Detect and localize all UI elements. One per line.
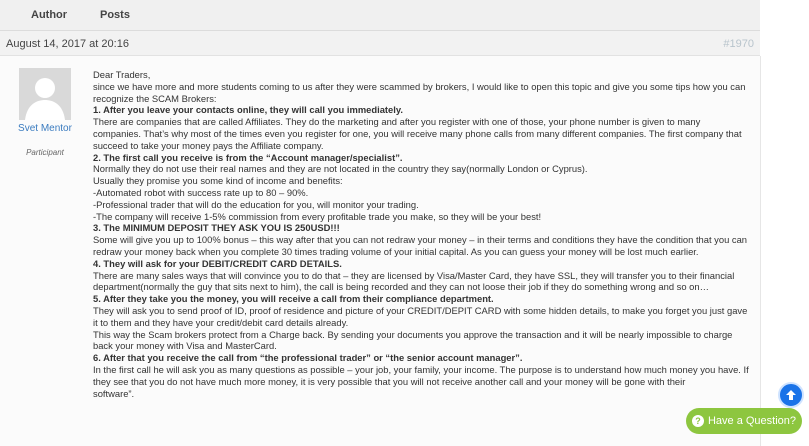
post-text-line: since we have more and more students coming to us after they were scammed by brokers, I would like to open this topic and give you some tips how you can	[93, 80, 746, 92]
avatar[interactable]	[19, 68, 71, 120]
post-text-line: This way the Scam brokers protect from a Charge back. By sending your documents you approve the transaction and it will be nearly impossible to charge	[93, 328, 733, 340]
have-a-question-button[interactable]	[686, 408, 802, 434]
posts-column-header: Posts	[100, 9, 130, 21]
forum-table-header	[0, 0, 760, 31]
post-section-heading: 3. The MINIMUM DEPOSIT THEY ASK YOU IS 250USD!!!	[93, 222, 340, 234]
post-text-line: Normally they do not use their real names and they are not located in the country they say(normally London or Cyprus).	[93, 163, 588, 175]
post-section-heading: 6. After that you receive the call from “the professional trader” or “the senior account manager”.	[93, 352, 523, 364]
scroll-to-top-button[interactable]	[778, 382, 804, 408]
post-text-line: In the first call he will ask you as many questions as possible – your job, your family, your income. The purpose is to understand how much money you have. If	[93, 363, 749, 375]
post-text-line: Dear Traders,	[93, 69, 151, 80]
post-text-line: Some will give you up to 100% bonus – this way after that you can not redraw your money – in their terms and conditions they have the condition that you can	[93, 234, 748, 246]
post-text-line: back your money with Visa and MasterCard.	[93, 340, 277, 352]
post-text-line: they see that you do not have much more money, it is very possible that you will not receive another call and your money will be gone with their	[93, 375, 686, 387]
post-date: August 14, 2017 at 20:16	[6, 38, 129, 50]
post-content	[93, 69, 753, 399]
arrow-up-icon	[784, 388, 798, 402]
user-silhouette-icon	[19, 68, 71, 120]
post-text-line: -Professional trader that will do the education for you, will monitor your trading.	[93, 198, 419, 210]
author-role: Participant	[26, 148, 64, 157]
post-text-line: Usually they promise you some kind of income and benefits:	[93, 175, 343, 187]
post-text-line: companies. That’s why most of the times even you register for one, you will receive many phone calls from many different companies. The first company that	[93, 127, 742, 139]
post-text-line: -Automated robot with success rate up to 80 – 90%.	[93, 186, 309, 198]
post-text-line: There are many sales ways that will convince you to do that – they are licensed by Visa/Master Card, they have SSL, they will transfer you to their financial	[93, 269, 735, 281]
post-permalink[interactable]: #1970	[723, 38, 754, 50]
post-section-heading: 1. After you leave your contacts online, they will call you immediately.	[93, 104, 403, 116]
author-name-link[interactable]: Svet Mentor	[18, 123, 72, 134]
page-margin	[761, 0, 809, 439]
post-text-line: software”.	[93, 387, 135, 399]
post-text-line: There are companies that are called Affiliates. They do the marketing and after you register with one of those, your phone number is given to many	[93, 116, 701, 128]
post-section-heading: 2. The first call you receive is from the “Account manager/specialist”.	[93, 151, 403, 163]
post-text-line: department(normally the guy that sits next to him), the call is being recorded and they can not loose their job if they do something wrong and so on…	[93, 281, 709, 293]
author-column-header: Author	[31, 9, 68, 21]
post-section-heading: 4. They will ask for your DEBIT/CREDIT CARD DETAILS.	[93, 257, 342, 269]
question-button-label: Have a Question?	[707, 415, 797, 427]
question-icon: ?	[692, 415, 704, 427]
post-text-line: recognize the SCAM Brokers:	[93, 92, 217, 104]
post-text-line: succeed to take your money pays the Affiliate company.	[93, 139, 324, 151]
post-text-line: -The company will receive 1-5% commission from every profitable trade you make, so they will be your best!	[93, 210, 542, 222]
post-text-line: redraw your money back when you complete 30 times trading volume of your initial capital. As you can guess your money will be lost much earlier.	[93, 245, 699, 257]
post-text-line: it to them and they have your credit/debit card details already.	[93, 316, 349, 328]
post-text-line: They will ask you to send proof of ID, proof of residence and picture of your CREDIT/DEPIT CARD with some hidden details, to make you forget you just gave	[93, 304, 748, 316]
post-meta-bar	[0, 31, 760, 56]
forum-post	[0, 56, 761, 446]
post-section-heading: 5. After they take you the money, you will receive a call from their compliance department.	[93, 293, 494, 305]
